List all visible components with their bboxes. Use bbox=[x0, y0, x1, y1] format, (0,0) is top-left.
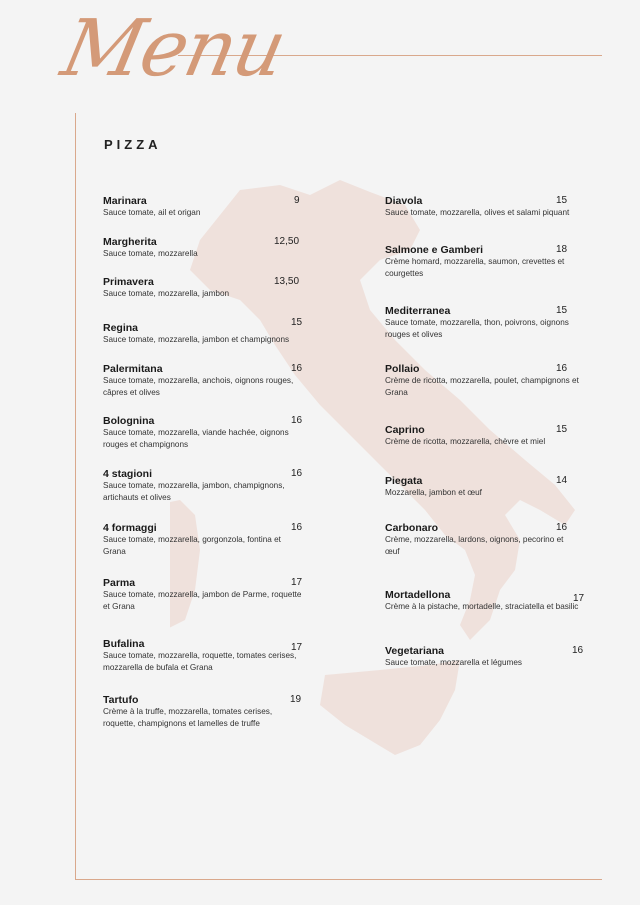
menu-item bbox=[103, 694, 303, 730]
menu-item bbox=[385, 475, 580, 499]
menu-item bbox=[385, 363, 580, 399]
item-price: 19 bbox=[290, 694, 302, 705]
item-name: Primavera bbox=[103, 276, 154, 288]
menu-item bbox=[385, 195, 580, 219]
item-name: Palermitana bbox=[103, 363, 163, 375]
item-description: Crème homard, mozzarella, saumon, crevettes et courgettes bbox=[385, 257, 565, 278]
menu-item bbox=[103, 638, 303, 674]
item-description: Sauce tomate, ail et origan bbox=[103, 208, 201, 217]
item-price: 18 bbox=[556, 244, 568, 255]
item-price: 16 bbox=[291, 415, 303, 426]
item-price: 15 bbox=[291, 317, 303, 328]
item-name: Salmone e Gamberi bbox=[385, 244, 484, 256]
item-name: Mortadellona bbox=[385, 589, 451, 601]
menu-item bbox=[103, 577, 303, 613]
item-description: Sauce tomate, mozzarella, anchois, oignons rouges, câpres et olives bbox=[103, 376, 294, 397]
item-price: 16 bbox=[291, 522, 303, 533]
item-description: Sauce tomate, mozzarella, jambon de Parme, roquette et Grana bbox=[103, 590, 302, 611]
item-description: Sauce tomate, mozzarella et légumes bbox=[385, 658, 522, 667]
item-name: Regina bbox=[103, 322, 139, 334]
item-name: Marinara bbox=[103, 195, 147, 207]
item-description: Sauce tomate, mozzarella, jambon bbox=[103, 289, 230, 298]
frame-line-left bbox=[75, 113, 76, 879]
menu-item bbox=[385, 522, 580, 558]
item-description: Crème, mozzarella, lardons, oignons, pecorino et œuf bbox=[385, 535, 564, 556]
item-description: Sauce tomate, mozzarella bbox=[103, 249, 198, 258]
item-name: Bolognina bbox=[103, 415, 155, 427]
item-description: Crème à la truffe, mozzarella, tomates cerises, roquette, champignons et lamelles de truffe bbox=[103, 707, 273, 728]
item-price: 15 bbox=[556, 305, 568, 316]
item-price: 9 bbox=[294, 195, 300, 206]
item-description: Sauce tomate, mozzarella, jambon et champignons bbox=[103, 335, 290, 344]
item-description: Sauce tomate, mozzarella, thon, poivrons, oignons rouges et olives bbox=[385, 318, 569, 339]
item-description: Sauce tomate, mozzarella, jambon, champignons, artichauts et olives bbox=[103, 481, 285, 502]
sicily-shape bbox=[320, 660, 460, 755]
menu-item bbox=[103, 363, 303, 399]
menu-item bbox=[103, 195, 303, 219]
item-price: 12,50 bbox=[274, 236, 300, 247]
item-name: Vegetariana bbox=[385, 645, 444, 657]
menu-item bbox=[103, 276, 303, 300]
menu-item bbox=[385, 244, 580, 280]
menu-title: Menu bbox=[54, 4, 293, 94]
item-description: Sauce tomate, mozzarella, roquette, tomates cerises, mozzarella de bufala et Grana bbox=[103, 651, 297, 672]
item-description: Crème à la pistache, mortadelle, straciatella et basilic bbox=[385, 602, 579, 611]
item-price: 16 bbox=[556, 522, 568, 533]
menu-item bbox=[103, 522, 303, 558]
item-description: Sauce tomate, mozzarella, gorgonzola, fontina et Grana bbox=[103, 535, 281, 556]
item-name: Piegata bbox=[385, 475, 423, 487]
menu-item bbox=[103, 236, 303, 260]
item-name: Pollaio bbox=[385, 363, 420, 375]
item-description: Crème de ricotta, mozzarella, chèvre et miel bbox=[385, 437, 546, 446]
menu-item bbox=[385, 589, 580, 613]
item-price: 17 bbox=[291, 577, 303, 588]
item-name: Margherita bbox=[103, 236, 157, 248]
item-name: Parma bbox=[103, 577, 136, 589]
item-price: 17 bbox=[573, 593, 585, 604]
item-price: 14 bbox=[556, 475, 568, 486]
item-name: Diavola bbox=[385, 195, 423, 207]
item-price: 16 bbox=[572, 645, 584, 656]
item-price: 16 bbox=[291, 468, 303, 479]
item-name: Caprino bbox=[385, 424, 425, 436]
item-name: Tartufo bbox=[103, 694, 139, 706]
item-name: Bufalina bbox=[103, 638, 145, 650]
item-price: 16 bbox=[556, 363, 568, 374]
item-price: 17 bbox=[291, 642, 303, 653]
menu-item bbox=[385, 424, 580, 448]
item-name: Carbonaro bbox=[385, 522, 439, 534]
item-price: 13,50 bbox=[274, 276, 300, 287]
item-name: 4 formaggi bbox=[103, 522, 157, 534]
item-name: Mediterranea bbox=[385, 305, 451, 317]
menu-item bbox=[103, 322, 303, 346]
item-description: Crème de ricotta, mozzarella, poulet, champignons et Grana bbox=[385, 376, 579, 397]
item-price: 15 bbox=[556, 195, 568, 206]
section-title-pizza: PIZZA bbox=[104, 137, 162, 152]
item-price: 15 bbox=[556, 424, 568, 435]
item-name: 4 stagioni bbox=[103, 468, 153, 480]
menu-item bbox=[103, 415, 303, 451]
item-description: Sauce tomate, mozzarella, olives et salami piquant bbox=[385, 208, 570, 217]
item-description: Mozzarella, jambon et œuf bbox=[385, 488, 482, 497]
menu-item bbox=[385, 645, 580, 669]
menu-item bbox=[103, 468, 303, 504]
frame-line-bottom bbox=[75, 879, 602, 880]
menu-item bbox=[385, 305, 580, 341]
item-description: Sauce tomate, mozzarella, viande hachée, oignons rouges et champignons bbox=[103, 428, 289, 449]
item-price: 16 bbox=[291, 363, 303, 374]
